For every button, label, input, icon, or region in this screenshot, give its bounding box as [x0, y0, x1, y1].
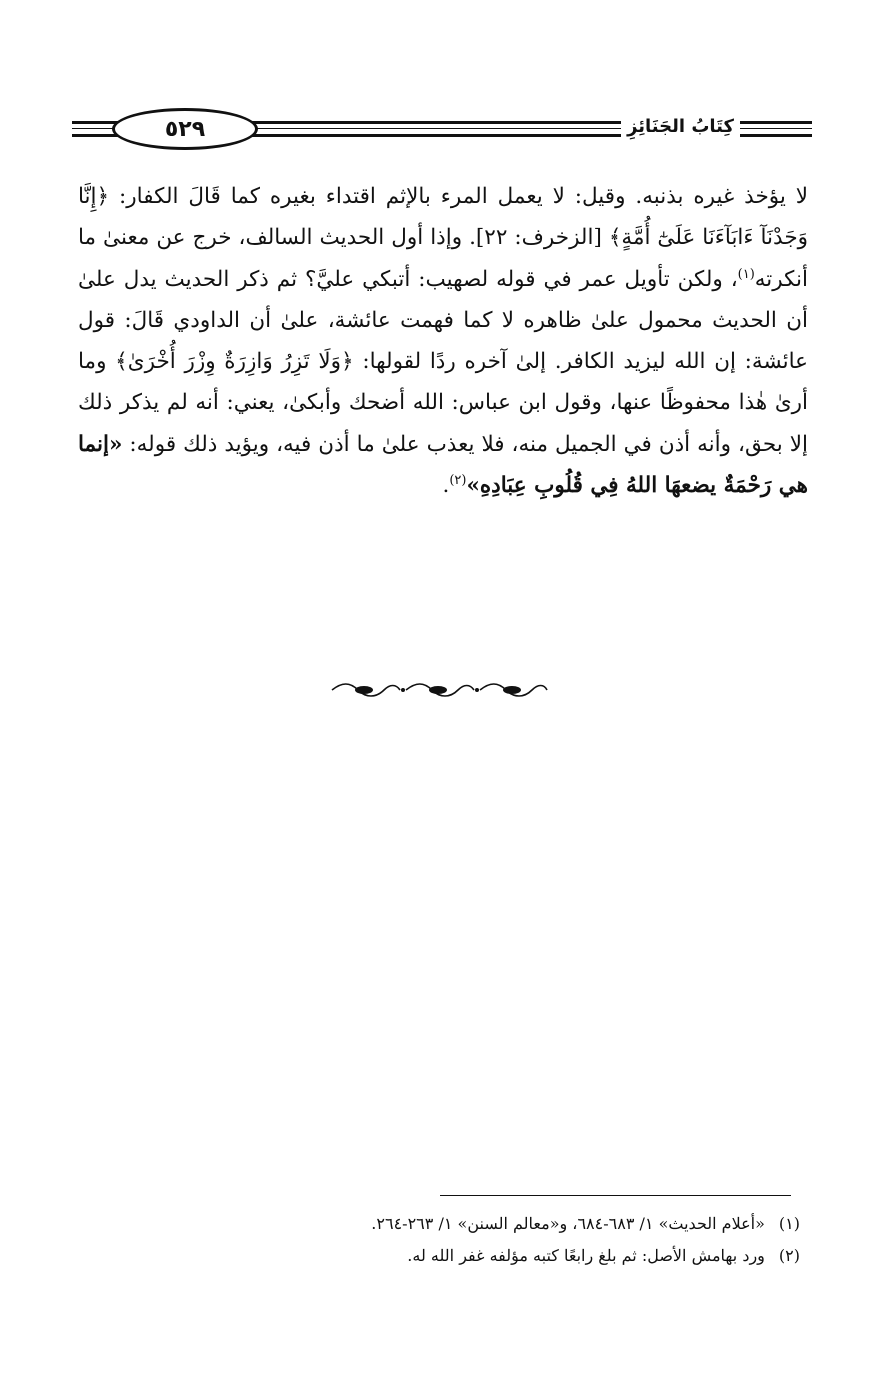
hadith-quote: «إنما هي رَحْمَةٌ يضعهَا اللهُ فِي قُلُوبِ عِبَادِهِ» — [78, 431, 808, 499]
paragraph-end: . — [442, 473, 450, 499]
footnote-ref-1: (١) — [737, 266, 755, 282]
chapter-title: كِتَابُ الجَنَائِزِ — [621, 116, 740, 137]
footnote-2 — [120, 1240, 800, 1272]
footnote-number: (١) — [778, 1214, 800, 1233]
footnotes — [120, 1208, 800, 1272]
footnote-text: ورد بهامش الأصل: ثم بلغ رابعًا كتبه مؤلفه غفر الله له. — [407, 1246, 765, 1265]
footnote-1 — [120, 1208, 800, 1240]
footnote-ref-2: (٢) — [449, 472, 467, 488]
body-text — [78, 176, 808, 506]
main-paragraph — [78, 176, 808, 506]
paragraph-continuation: ، ولكن تأويل عمر في قوله لصهيب: أتبكي عليَّ؟ ثم ذكر الحديث يدل علىٰ أن الحديث محمول علىٰ ظاهره لا كما فهمت عائشة، علىٰ أن الداودي قَالَ: قول عائشة: إن الله ليزيد الكافر. إلىٰ آخره ردًا لقولها: ﴿وَلَا تَزِرُ وَازِرَةٌ وِزْرَ أُخْرَىٰ﴾ وما أرىٰ هٰذا محفوظًا عنها، وقول ابن عباس: الله أضحك وأبكىٰ، يعني: أنه لم يذكر ذلك إلا بحق، وأنه أذن في الجميل منه، فلا يعذب علىٰ ما أذن فيه، ويؤيد ذلك قوله: — [78, 266, 808, 457]
page-header — [72, 106, 812, 156]
footnote-text: «أعلام الحديث» ١/ ٦٨٣-٦٨٤، و«معالم السنن» ١/ ٢٦٣-٢٦٤. — [371, 1214, 765, 1233]
page-number: ٥٢٩ — [164, 116, 206, 142]
footnote-number: (٢) — [778, 1246, 800, 1265]
section-divider-ornament — [328, 680, 550, 700]
paragraph-text: لا يؤخذ غيره بذنبه. وقيل: لا يعمل المرء بالإثم اقتداء بغيره كما قَالَ الكفار: ﴿إِنَّا وَجَدْنَآ ءَابَآءَنَا عَلَىٰٓ أُمَّةٍ﴾ [الزخرف: ٢٢]. وإذا أول الحديث السالف، خرج عن معنىٰ ما أنكرته — [78, 184, 808, 292]
footnote-separator — [440, 1195, 791, 1196]
page-number-oval — [112, 108, 258, 150]
